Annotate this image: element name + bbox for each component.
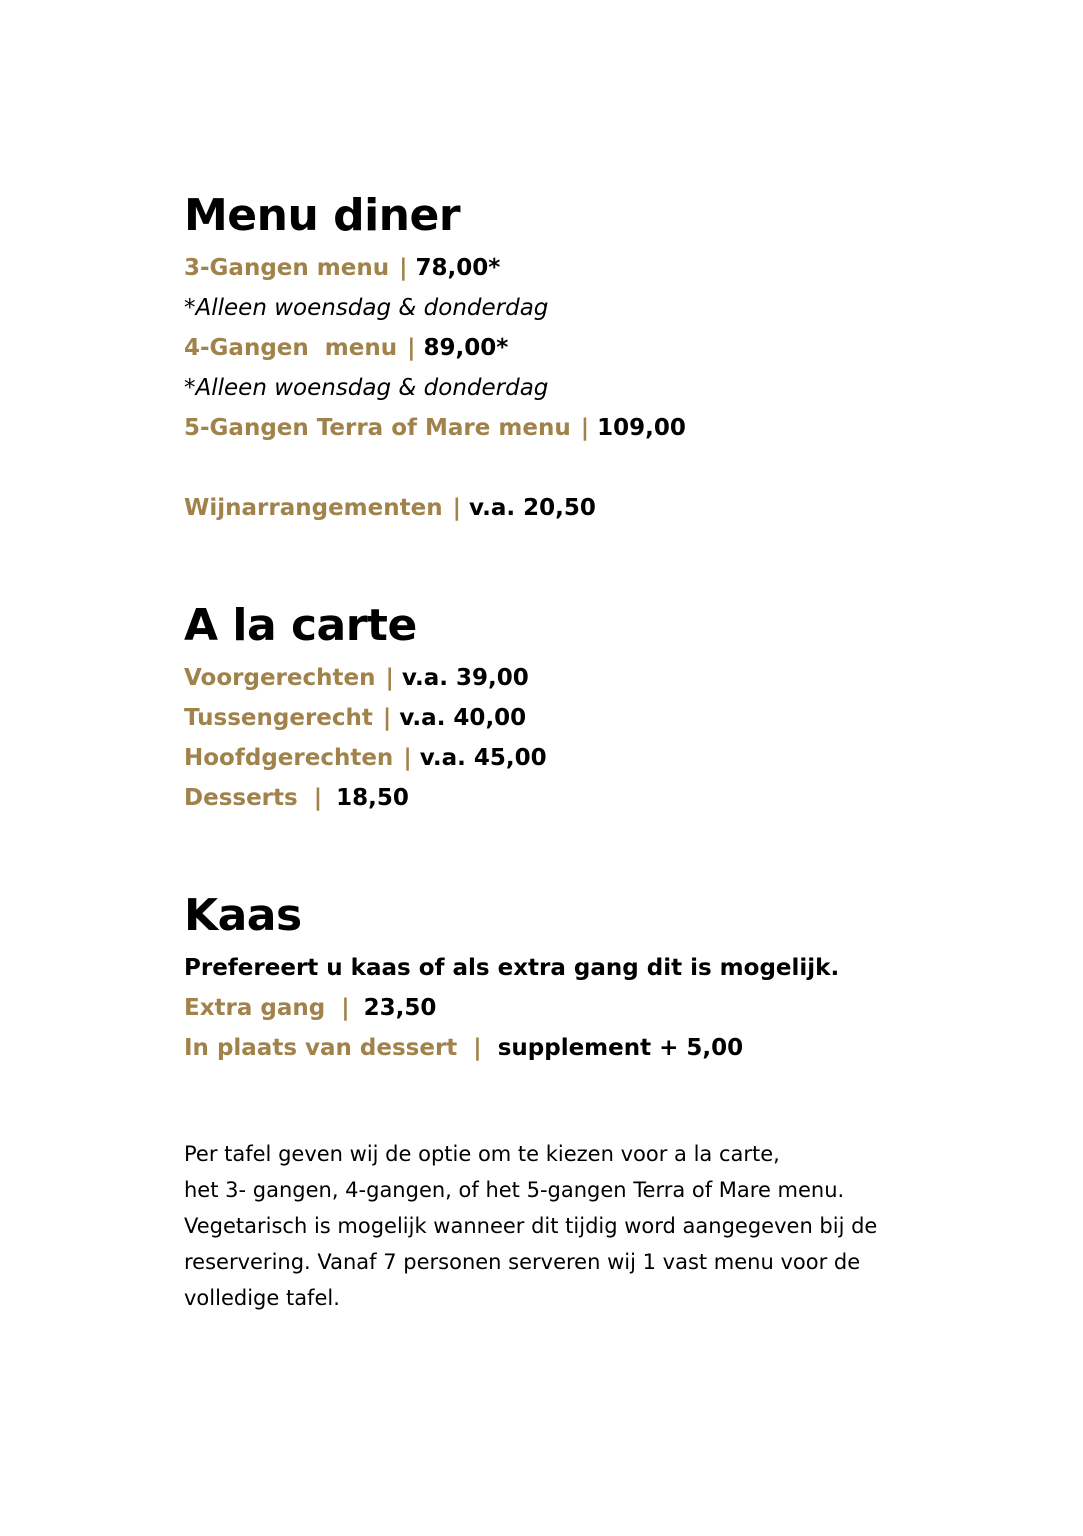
menu-item — [184, 698, 904, 738]
paragraph-line: Vegetarisch is mogelijk wanneer dit tijdig word aangegeven bij de — [184, 1214, 878, 1238]
menu-item-price: 23,50 — [363, 995, 437, 1021]
menu-item — [184, 988, 904, 1028]
paragraph-line: het 3- gangen, 4-gangen, of het 5-gangen Terra of Mare menu. — [184, 1178, 845, 1202]
menu-item-label: Wijnarrangementen — [184, 495, 443, 521]
menu-item-label: Extra gang — [184, 995, 326, 1021]
menu-item — [184, 408, 904, 448]
menu-item-separator: | — [452, 495, 461, 521]
menu-page — [184, 190, 904, 1316]
menu-item-price: 89,00* — [423, 335, 509, 361]
menu-item-separator: | — [473, 1035, 482, 1061]
paragraph-line: Per tafel geven wij de optie om te kiezen voor a la carte, — [184, 1142, 780, 1166]
menu-item-label: In plaats van dessert — [184, 1035, 458, 1061]
menu-diner-section — [184, 190, 904, 528]
menu-item-separator: | — [341, 995, 350, 1021]
menu-item — [184, 778, 904, 818]
a-la-carte-section — [184, 600, 904, 818]
kaas-section — [184, 890, 904, 1068]
menu-item-note: *Alleen woensdag & donderdag — [184, 375, 549, 401]
menu-item-label: Hoofdgerechten — [184, 745, 394, 771]
menu-item-separator: | — [580, 415, 590, 441]
info-paragraph — [184, 1136, 884, 1316]
menu-item-price: 78,00* — [415, 255, 501, 281]
menu-item — [184, 328, 904, 368]
menu-item — [184, 1028, 904, 1068]
menu-item-label: 4-Gangen menu — [184, 335, 398, 361]
menu-item — [184, 738, 904, 778]
menu-item-price: v.a. 20,50 — [469, 495, 596, 521]
menu-item — [184, 658, 904, 698]
menu-item-price: v.a. 39,00 — [401, 665, 529, 691]
paragraph-line: reservering. Vanaf 7 personen serveren wij 1 vast menu voor de — [184, 1250, 861, 1274]
menu-item-separator: | — [399, 255, 408, 281]
menu-item-label: Tussengerecht — [184, 705, 373, 731]
wine-arrangement-item — [184, 488, 904, 528]
section-title-a-la-carte: A la carte — [184, 600, 417, 651]
menu-item-price: v.a. 40,00 — [399, 705, 527, 731]
section-title-menu-diner: Menu diner — [184, 190, 461, 241]
menu-item-label: 5-Gangen Terra of Mare menu — [184, 415, 571, 441]
section-title-kaas: Kaas — [184, 890, 302, 941]
menu-item-separator: | — [385, 665, 394, 691]
menu-item-price: v.a. 45,00 — [419, 745, 547, 771]
paragraph-line: volledige tafel. — [184, 1286, 340, 1310]
menu-item-separator: | — [403, 745, 412, 771]
menu-item-label: Desserts — [184, 785, 298, 811]
menu-item-price: 109,00 — [597, 415, 686, 441]
menu-item-separator: | — [313, 785, 323, 811]
menu-item-separator: | — [407, 335, 416, 361]
menu-item-label: Voorgerechten — [184, 665, 376, 691]
kaas-intro: Prefereert u kaas of als extra gang dit is mogelijk. — [184, 955, 840, 981]
menu-item-label: 3-Gangen menu — [184, 255, 390, 281]
menu-item — [184, 248, 904, 288]
menu-item-price: 18,50 — [336, 785, 409, 811]
menu-item-price: supplement + 5,00 — [497, 1035, 744, 1061]
menu-item-note: *Alleen woensdag & donderdag — [184, 295, 549, 321]
menu-item-separator: | — [382, 705, 392, 731]
